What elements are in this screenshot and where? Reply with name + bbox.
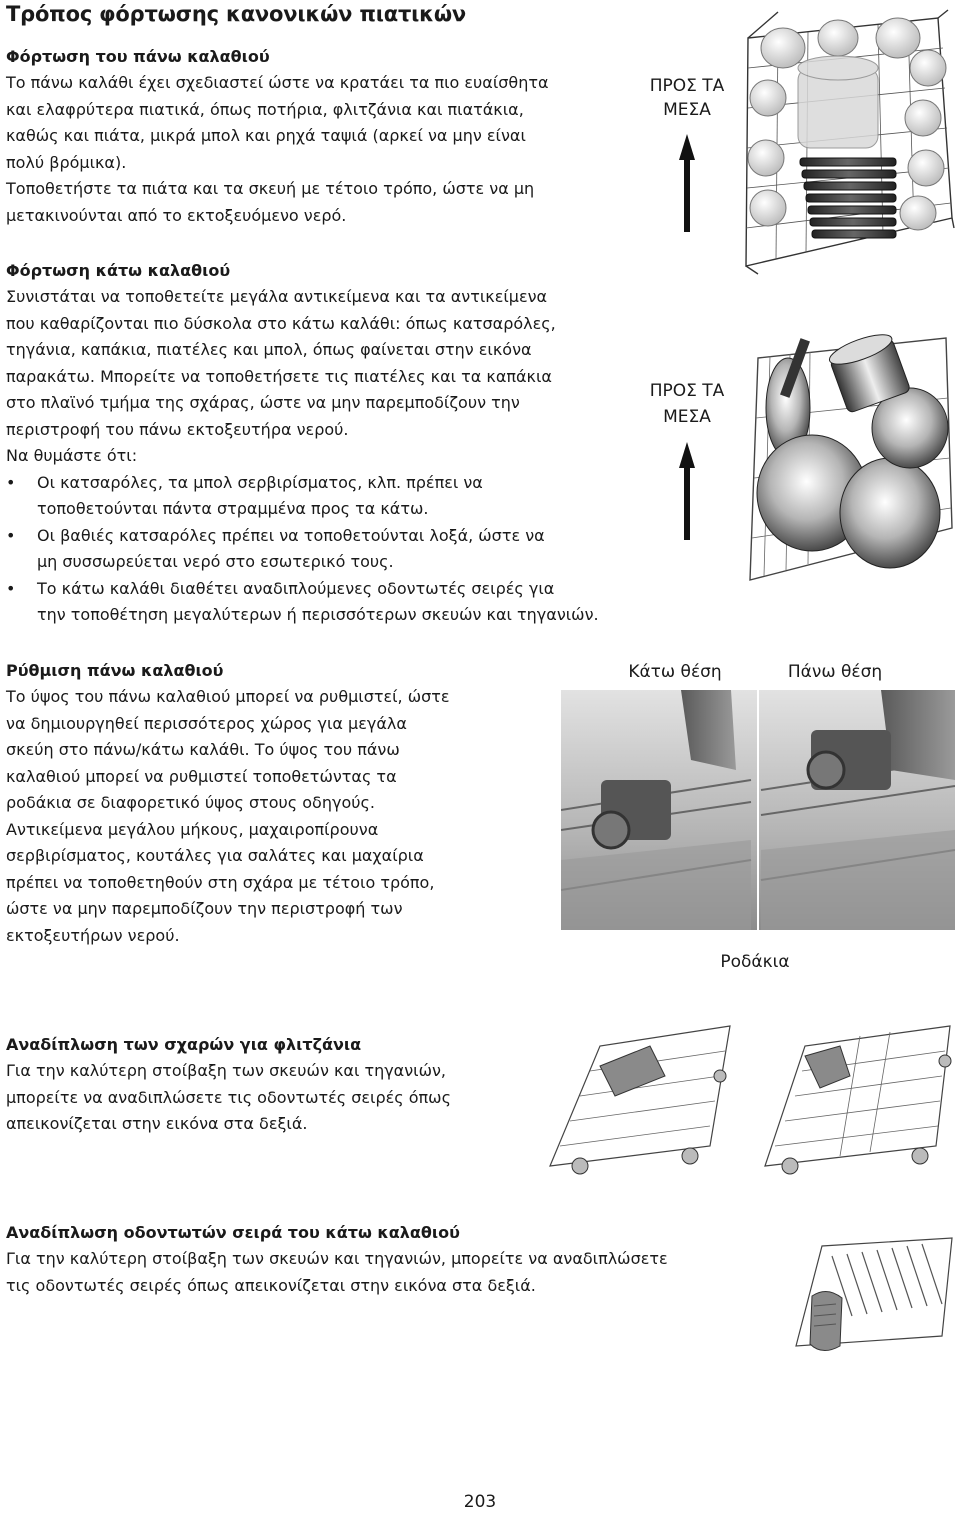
list-item bbox=[6, 523, 666, 576]
lower-basket-illustration bbox=[740, 318, 956, 590]
text-line: ώστε να μην παρεμποδίζουν την περιστροφή των bbox=[6, 899, 403, 918]
text-line: Τοποθετήστε τα πιάτα και τα σκευή με τέτοιο τρόπο, ώστε να μη bbox=[6, 179, 535, 198]
cup-rack-illustration bbox=[540, 1016, 956, 1186]
text-line: Να θυμάστε ότι: bbox=[6, 446, 138, 465]
direction-label-line: ΠΡΟΣ ΤΑ bbox=[649, 381, 725, 401]
text-line: στο πλαϊνό τμήμα της σχάρας, ώστε να μην παρεμποδίζουν την bbox=[6, 393, 520, 412]
text-line: Αντικείμενα μεγάλου μήκους, μαχαιροπίρουνα bbox=[6, 819, 379, 839]
bullet-icon: • bbox=[6, 525, 16, 545]
up-arrow-icon bbox=[679, 442, 695, 540]
text-line: Συνιστάται να τοποθετείτε μεγάλα αντικείμενα και τα αντικείμενα bbox=[6, 287, 548, 306]
upper-basket-section bbox=[6, 44, 636, 229]
text-line: πολύ βρόμικα). bbox=[6, 152, 127, 172]
list-item-line: την τοποθέτηση μεγαλύτερων ή περισσότερων σκευών και τηγανιών. bbox=[37, 605, 599, 624]
text-line: Για την καλύτερη στοίβαξη των σκευών και τηγανιών, μπορείτε να αναδιπλώσετε bbox=[6, 1249, 668, 1268]
lower-basket-section bbox=[6, 258, 666, 629]
list-item-line: Το κάτω καλάθι διαθέτει αναδιπλούμενες οδοντωτές σειρές για bbox=[37, 578, 555, 598]
direction-label-upper bbox=[644, 74, 730, 122]
text-line: σερβιρίσματος, κουτάλες για σαλάτες και μαχαίρια bbox=[6, 846, 424, 865]
list-item-line: Οι κατσαρόλες, τα μπολ σερβιρίσματος, κλπ. πρέπει να bbox=[37, 472, 483, 492]
text-line: απεικονίζεται στην εικόνα στα δεξιά. bbox=[6, 1114, 308, 1133]
text-line: να δημιουργηθεί περισσότερος χώρος για μεγάλα bbox=[6, 713, 407, 733]
text-line: Για την καλύτερη στοίβαξη των σκευών και τηγανιών, bbox=[6, 1061, 446, 1080]
lower-tines-illustration bbox=[792, 1236, 956, 1364]
page-title: Τρόπος φόρτωσης κανονικών πιατικών bbox=[6, 2, 467, 26]
upper-basket-heading: Φόρτωση του πάνω καλαθιού bbox=[6, 47, 270, 66]
text-line: που καθαρίζονται πιο δύσκολα στο κάτω καλάθι: όπως κατσαρόλες, bbox=[6, 313, 556, 333]
lower-basket-text bbox=[6, 284, 666, 470]
text-line: σκεύη στο πάνω/κάτω καλάθι. Το ύψος του πάνω bbox=[6, 740, 400, 759]
text-line: πρέπει να τοποθετηθούν στη σχάρα με τέτοιο τρόπο, bbox=[6, 872, 435, 892]
bullet-icon: • bbox=[6, 578, 16, 598]
direction-label-line: ΜΕΣΑ bbox=[663, 100, 711, 120]
text-line: ροδάκια σε διαφορετικό ύψος στους οδηγούς. bbox=[6, 793, 375, 812]
label-lower-position: Κάτω θέση bbox=[628, 662, 722, 682]
reminder-list bbox=[6, 470, 666, 629]
lower-basket-heading: Φόρτωση κάτω καλαθιού bbox=[6, 261, 231, 280]
text-line: περιστροφή του πάνω εκτοξευτήρα νερού. bbox=[6, 419, 349, 439]
text-line: τις οδοντωτές σειρές όπως απεικονίζεται στην εικόνα στα δεξιά. bbox=[6, 1275, 536, 1295]
list-item bbox=[6, 576, 666, 629]
text-line: μετακινούνται από το εκτοξευόμενο νερό. bbox=[6, 205, 347, 225]
page-number: 203 bbox=[463, 1492, 497, 1512]
direction-label-line: ΜΕΣΑ bbox=[663, 407, 711, 427]
list-item bbox=[6, 470, 666, 523]
fold-cup-racks-text bbox=[6, 1058, 526, 1138]
fold-cup-racks-heading: Αναδίπλωση των σχαρών για φλιτζάνια bbox=[6, 1035, 362, 1054]
up-arrow-icon bbox=[679, 134, 695, 232]
direction-label-line: ΠΡΟΣ ΤΑ bbox=[649, 76, 725, 96]
basket-wheel-photo bbox=[561, 690, 955, 930]
text-line: παρακάτω. Μπορείτε να τοποθετήσετε τις πιατέλες και τα καπάκια bbox=[6, 366, 552, 386]
text-line: τηγάνια, καπάκια, πιατέλες και μπολ, όπως φαίνεται στην εικόνα bbox=[6, 340, 532, 359]
fold-lower-tines-section bbox=[6, 1220, 766, 1299]
text-line: και ελαφρύτερα πιατικά, όπως ποτήρια, φλιτζάνια και πιατάκια, bbox=[6, 99, 524, 119]
bullet-icon: • bbox=[6, 472, 16, 492]
fold-lower-tines-text bbox=[6, 1246, 766, 1299]
text-line: καλαθιού μπορεί να ρυθμιστεί τοποθετώντας τα bbox=[6, 766, 397, 786]
list-item-line: Οι βαθιές κατσαρόλες πρέπει να τοποθετούνται λοξά, ώστε να bbox=[37, 525, 545, 545]
label-wheels: Ροδάκια bbox=[720, 952, 790, 972]
text-line: καθώς και πιάτα, μικρά μπολ και ρηχά ταψιά (αρκεί να μην είναι bbox=[6, 126, 526, 145]
text-line: εκτοξευτήρων νερού. bbox=[6, 925, 180, 945]
upper-basket-illustration bbox=[738, 8, 956, 276]
adjust-basket-text bbox=[6, 684, 546, 949]
direction-label-lower bbox=[644, 378, 730, 430]
list-item-line: μη συσσωρεύεται νερό στο εσωτερικό τους. bbox=[37, 552, 394, 571]
adjust-basket-section bbox=[6, 658, 546, 949]
list-item-line: τοποθετούνται πάντα στραμμένα προς τα κάτω. bbox=[37, 499, 429, 518]
text-line: Το ύψος του πάνω καλαθιού μπορεί να ρυθμιστεί, ώστε bbox=[6, 687, 450, 706]
text-line: μπορείτε να αναδιπλώσετε τις οδοντωτές σειρές όπως bbox=[6, 1087, 451, 1107]
label-upper-position: Πάνω θέση bbox=[787, 662, 883, 682]
adjust-basket-heading: Ρύθμιση πάνω καλαθιού bbox=[6, 661, 224, 680]
fold-cup-racks-section bbox=[6, 1032, 526, 1138]
text-line: Το πάνω καλάθι έχει σχεδιαστεί ώστε να κρατάει τα πιο ευαίσθητα bbox=[6, 73, 549, 92]
fold-lower-tines-heading: Αναδίπλωση οδοντωτών σειρά του κάτω καλαθιού bbox=[6, 1223, 460, 1242]
upper-basket-text bbox=[6, 70, 636, 229]
